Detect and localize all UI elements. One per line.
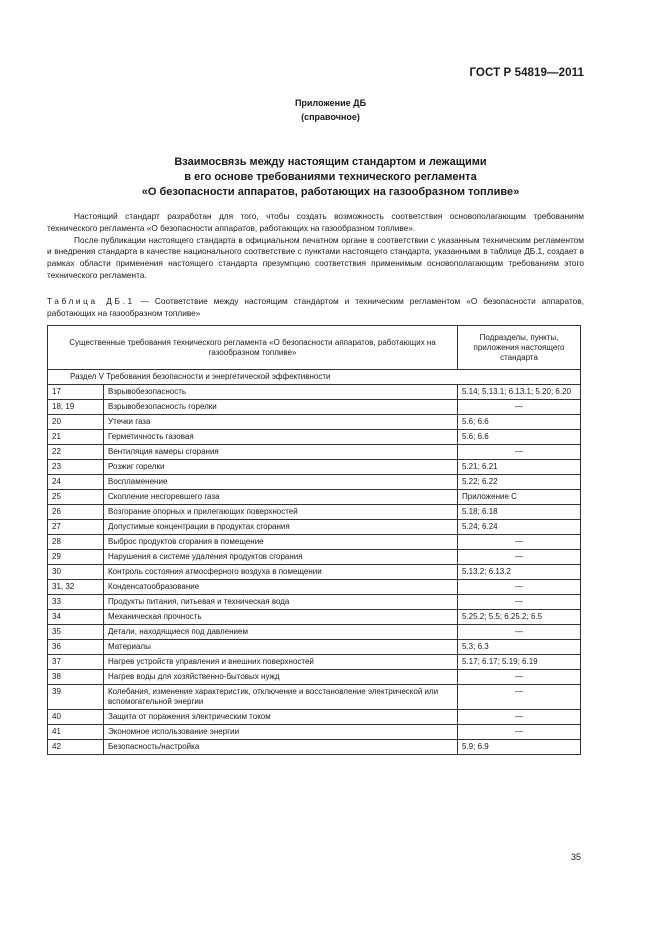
table-row bbox=[48, 535, 581, 550]
table-body bbox=[48, 370, 581, 755]
row-number: 17 bbox=[48, 385, 104, 400]
table-header-row bbox=[48, 326, 581, 370]
header-sections: Подразделы, пункты, приложения настоящего стандарта bbox=[458, 326, 581, 370]
table-row bbox=[48, 400, 581, 415]
table-row bbox=[48, 550, 581, 565]
table-row bbox=[48, 580, 581, 595]
table-caption-text: — Соответствие между настоящим стандартом и техническим регламентом «О безопасности аппаратов, работающих на газообразном топливе» bbox=[47, 296, 584, 318]
row-requirement: Допустимые концентрации в продуктах сгорания bbox=[104, 520, 458, 535]
row-number: 33 bbox=[48, 595, 104, 610]
row-requirement: Материалы bbox=[104, 640, 458, 655]
row-number: 29 bbox=[48, 550, 104, 565]
row-number: 23 bbox=[48, 460, 104, 475]
row-reference: — bbox=[458, 710, 581, 725]
row-reference: — bbox=[458, 595, 581, 610]
row-reference: — bbox=[458, 535, 581, 550]
table-row bbox=[48, 710, 581, 725]
row-requirement: Безопасность/настройка bbox=[104, 740, 458, 755]
table-row bbox=[48, 670, 581, 685]
row-reference: — bbox=[458, 400, 581, 415]
table-row bbox=[48, 415, 581, 430]
row-number: 30 bbox=[48, 565, 104, 580]
table-row bbox=[48, 685, 581, 710]
row-requirement: Выброс продуктов сгорания в помещение bbox=[104, 535, 458, 550]
row-reference: 5.21; 6.21 bbox=[458, 460, 581, 475]
row-number: 28 bbox=[48, 535, 104, 550]
row-reference: — bbox=[458, 580, 581, 595]
page-number: 35 bbox=[571, 852, 582, 862]
table-row bbox=[48, 475, 581, 490]
document-title bbox=[60, 155, 601, 200]
row-reference: 5.25.2; 5.5; 6.25.2; 6.5 bbox=[458, 610, 581, 625]
row-number: 27 bbox=[48, 520, 104, 535]
row-number: 40 bbox=[48, 710, 104, 725]
table-row bbox=[48, 640, 581, 655]
row-reference: 5.9; 6.9 bbox=[458, 740, 581, 755]
table-row bbox=[48, 430, 581, 445]
section-row bbox=[48, 370, 581, 385]
row-requirement: Герметичность газовая bbox=[104, 430, 458, 445]
row-reference: — bbox=[458, 445, 581, 460]
paragraph-2: После публикации настоящего стандарта в официальном печатном органе в соответствии с указанным техническим регламентом и внедрения стандарта в качестве национального соответствие с пунктами настоящего стандарта, указанными в таблице ДБ.1, создает в рамках области применения настоящего стандарта презумпцию соответствия применимым основополагающим требованиям этого технического регламента. bbox=[47, 234, 584, 280]
row-reference: — bbox=[458, 685, 581, 710]
row-requirement: Защита от поражения электрическим током bbox=[104, 710, 458, 725]
row-requirement: Возгорание опорных и прилегающих поверхностей bbox=[104, 505, 458, 520]
standard-number: ГОСТ Р 54819—2011 bbox=[469, 67, 584, 79]
paragraph-1: Настоящий стандарт разработан для того, чтобы создать возможность соответствия основополагающим требованиям технического регламента «О безопасности аппаратов, работающих на газообразном топливе». bbox=[47, 211, 584, 233]
row-requirement: Контроль состояния атмосферного воздуха в помещении bbox=[104, 565, 458, 580]
row-number: 25 bbox=[48, 490, 104, 505]
row-number: 41 bbox=[48, 725, 104, 740]
header-requirements: Существенные требования технического регламента «О безопасности аппаратов, работающих на газообразном топливе» bbox=[48, 326, 458, 370]
row-reference: Приложение С bbox=[458, 490, 581, 505]
row-number: 34 bbox=[48, 610, 104, 625]
table-row bbox=[48, 565, 581, 580]
table-caption-label: Таблица ДБ.1 bbox=[47, 296, 135, 306]
row-number: 20 bbox=[48, 415, 104, 430]
row-number: 24 bbox=[48, 475, 104, 490]
row-number: 37 bbox=[48, 655, 104, 670]
row-number: 22 bbox=[48, 445, 104, 460]
row-requirement: Продукты питания, питьевая и техническая вода bbox=[104, 595, 458, 610]
table-row bbox=[48, 595, 581, 610]
row-requirement: Нарушения в системе удаления продуктов сгорания bbox=[104, 550, 458, 565]
row-number: 35 bbox=[48, 625, 104, 640]
row-reference: — bbox=[458, 625, 581, 640]
row-reference: 5.3; 6.3 bbox=[458, 640, 581, 655]
table-row bbox=[48, 505, 581, 520]
row-reference: 5.6; 6.6 bbox=[458, 415, 581, 430]
table-row bbox=[48, 385, 581, 400]
table-row bbox=[48, 460, 581, 475]
row-number: 36 bbox=[48, 640, 104, 655]
row-requirement: Экономное использование энергии bbox=[104, 725, 458, 740]
row-requirement: Механическая прочность bbox=[104, 610, 458, 625]
row-number: 38 bbox=[48, 670, 104, 685]
appendix-heading bbox=[0, 96, 661, 124]
table-row bbox=[48, 740, 581, 755]
table-row bbox=[48, 725, 581, 740]
body-text bbox=[47, 211, 584, 282]
row-reference: 5.14; 5.13.1; 6.13.1; 5.20; 6.20 bbox=[458, 385, 581, 400]
row-number: 31, 32 bbox=[48, 580, 104, 595]
row-requirement: Нагрев воды для хозяйственно-бытовых нужд bbox=[104, 670, 458, 685]
row-requirement: Взрывобезопасность горелки bbox=[104, 400, 458, 415]
row-requirement: Воспламенение bbox=[104, 475, 458, 490]
table-caption bbox=[47, 296, 584, 320]
row-reference: — bbox=[458, 670, 581, 685]
table-row bbox=[48, 625, 581, 640]
title-line-2: в его основе требованиями технического регламента bbox=[184, 171, 477, 183]
row-number: 21 bbox=[48, 430, 104, 445]
row-requirement: Скопление несгоревшего газа bbox=[104, 490, 458, 505]
row-requirement: Розжиг горелки bbox=[104, 460, 458, 475]
row-requirement: Утечки газа bbox=[104, 415, 458, 430]
row-requirement: Детали, находящиеся под давлением bbox=[104, 625, 458, 640]
row-requirement: Колебания, изменение характеристик, отключение и восстановление электрической или вспомогательной энергии bbox=[104, 685, 458, 710]
row-reference: 5.6; 6.6 bbox=[458, 430, 581, 445]
row-reference: — bbox=[458, 725, 581, 740]
table-row bbox=[48, 490, 581, 505]
row-reference: 5.18; 6.18 bbox=[458, 505, 581, 520]
appendix-type: (справочное) bbox=[301, 112, 360, 122]
row-number: 26 bbox=[48, 505, 104, 520]
row-number: 39 bbox=[48, 685, 104, 710]
section-title: Раздел V Требования безопасности и энергетической эффективности bbox=[48, 370, 581, 385]
row-requirement: Конденсатообразование bbox=[104, 580, 458, 595]
title-line-3: «О безопасности аппаратов, работающих на газообразном топливе» bbox=[141, 186, 520, 198]
row-requirement: Взрывобезопасность bbox=[104, 385, 458, 400]
row-reference: 5.24; 6.24 bbox=[458, 520, 581, 535]
row-reference: 5.13.2; 6.13.2 bbox=[458, 565, 581, 580]
row-reference: 5.17; 6.17; 5.19; 6.19 bbox=[458, 655, 581, 670]
row-reference: — bbox=[458, 550, 581, 565]
table-row bbox=[48, 655, 581, 670]
row-requirement: Вентиляция камеры сгорания bbox=[104, 445, 458, 460]
table-row bbox=[48, 445, 581, 460]
table-row bbox=[48, 520, 581, 535]
requirements-table bbox=[47, 325, 581, 755]
title-line-1: Взаимосвязь между настоящим стандартом и лежащими bbox=[174, 156, 487, 168]
row-number: 18, 19 bbox=[48, 400, 104, 415]
appendix-label: Приложение ДБ bbox=[294, 98, 367, 108]
table-row bbox=[48, 610, 581, 625]
row-reference: 5.22; 6.22 bbox=[458, 475, 581, 490]
row-number: 42 bbox=[48, 740, 104, 755]
row-requirement: Нагрев устройств управления и внешних поверхностей bbox=[104, 655, 458, 670]
